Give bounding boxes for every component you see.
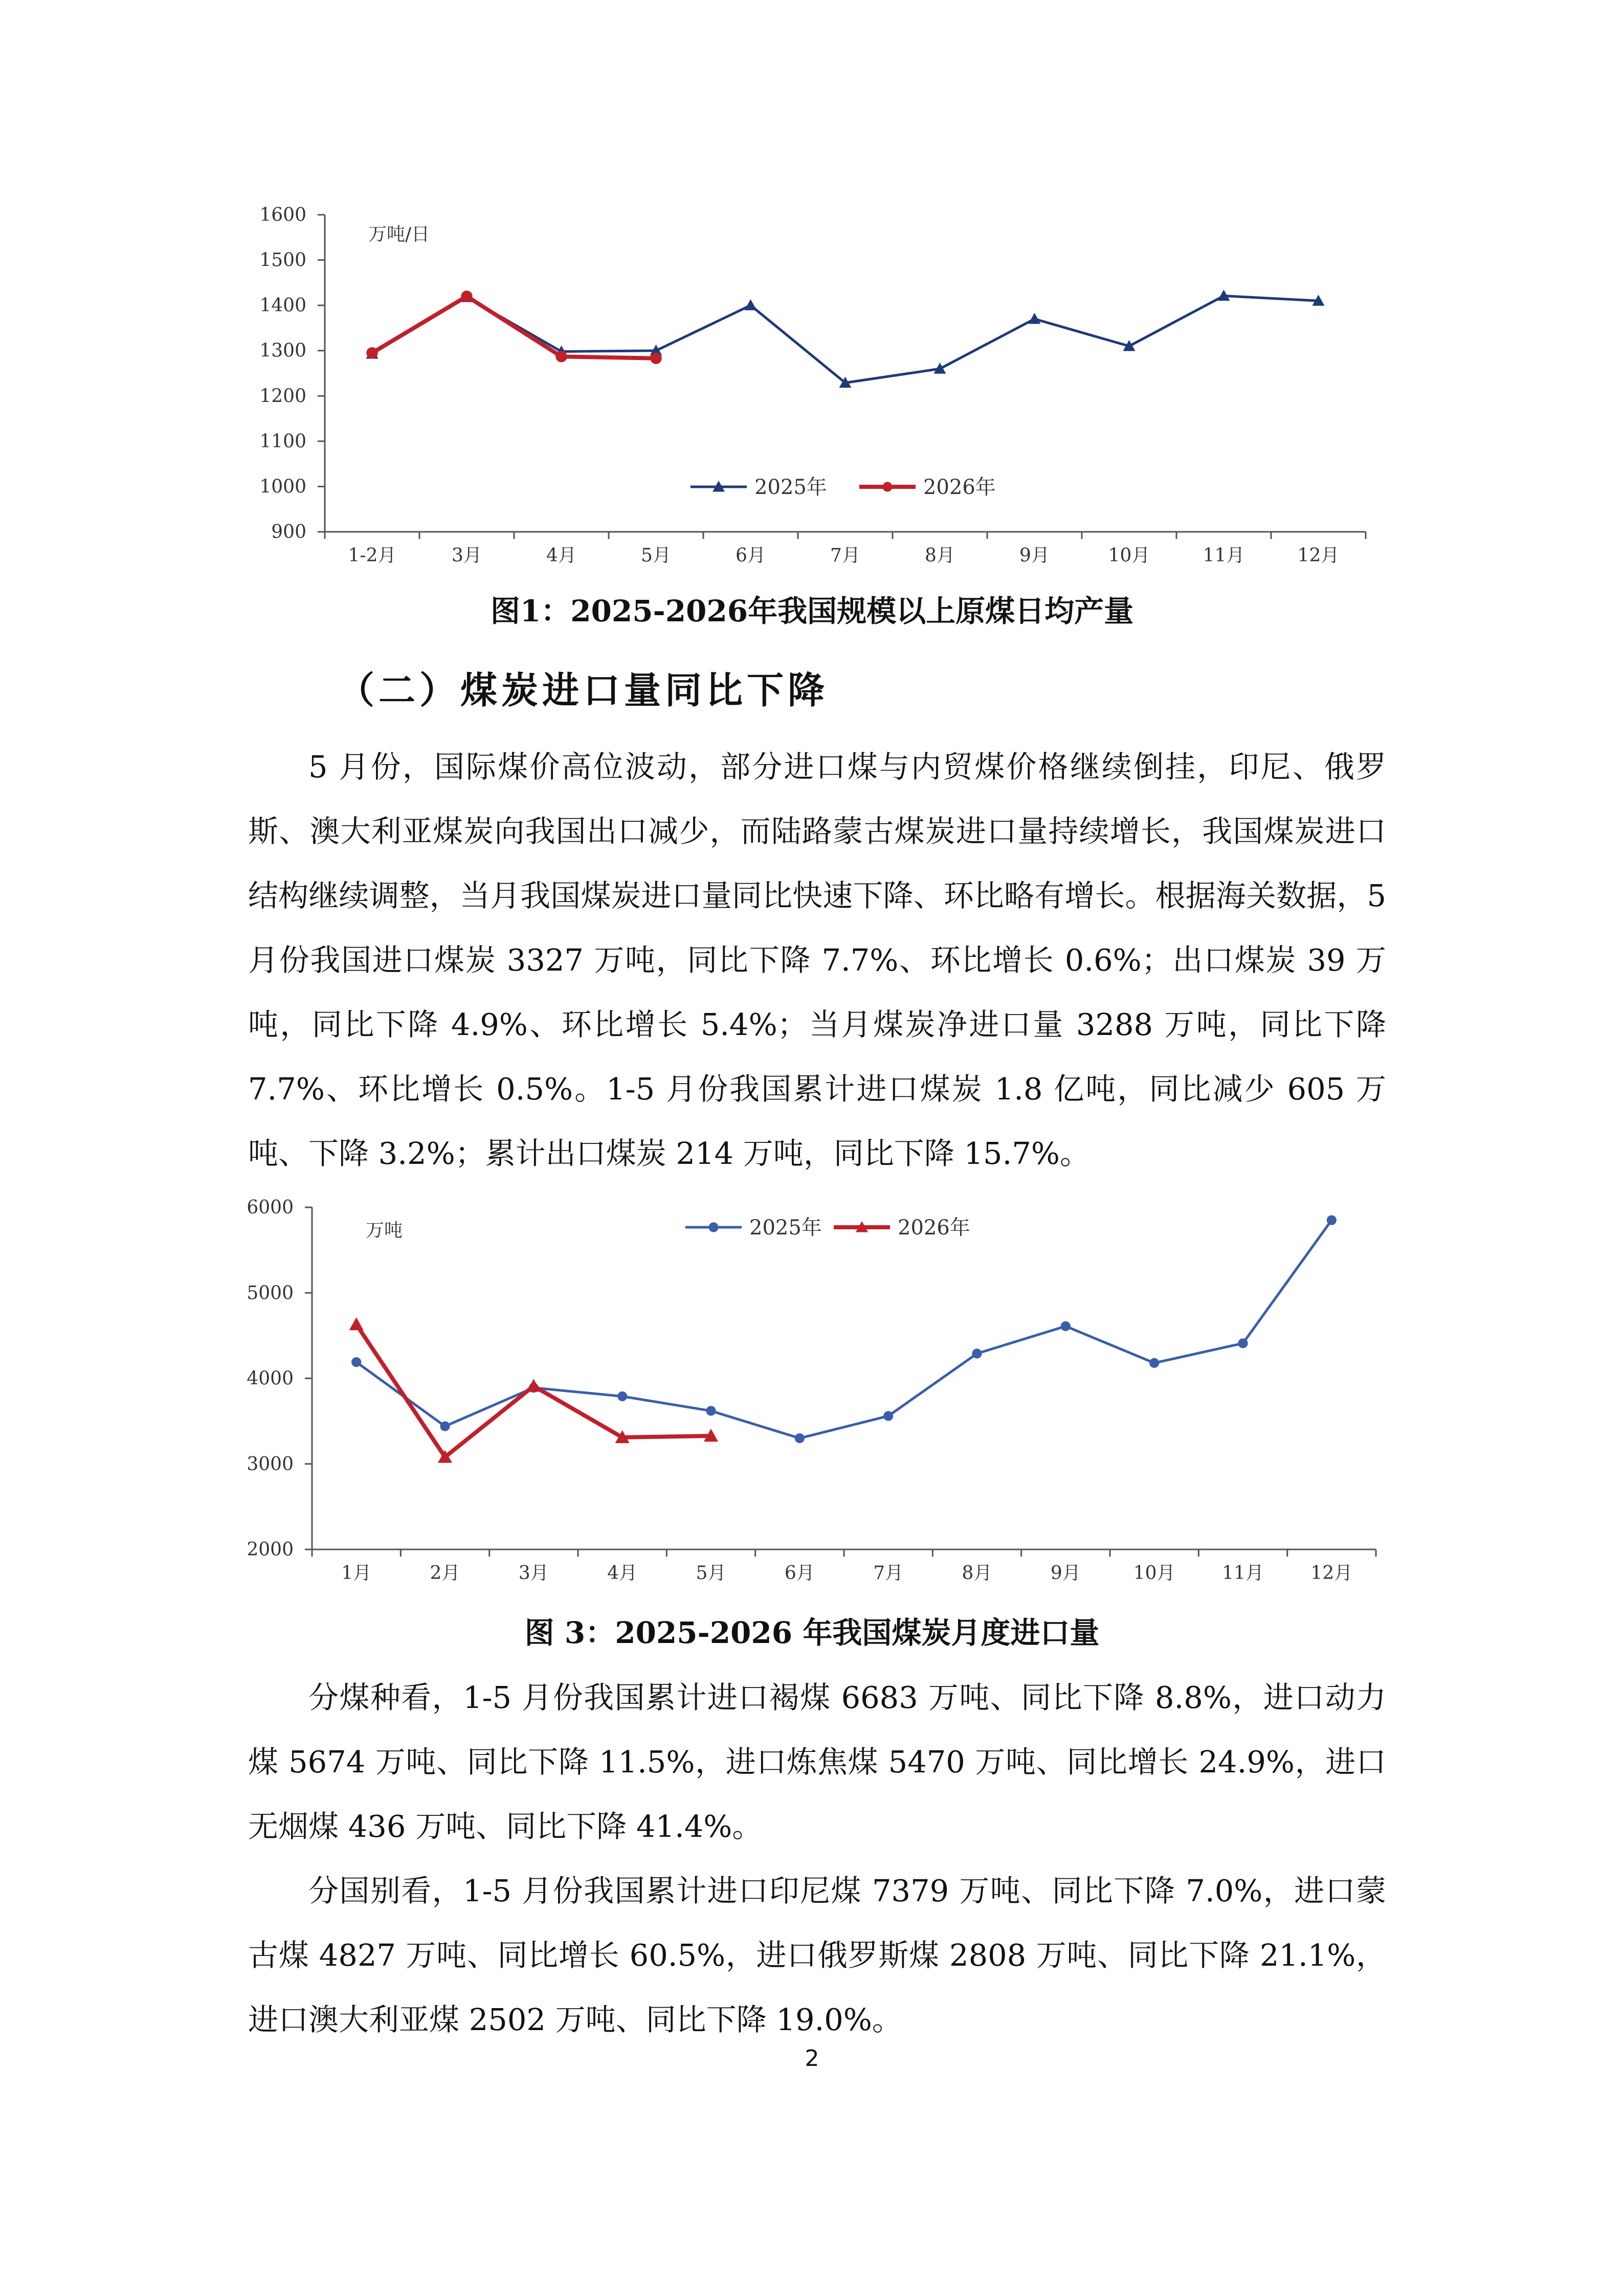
legend-marker-2 — [882, 482, 892, 491]
data-point — [461, 290, 472, 302]
x-tick-label: 9月 — [1019, 545, 1050, 566]
chart1-svg — [230, 194, 1391, 583]
x-tick-label: 2月 — [430, 1563, 460, 1584]
x-tick-label: 4月 — [607, 1563, 638, 1584]
y-tick-label: 1100 — [259, 431, 306, 452]
data-point — [745, 299, 757, 310]
x-tick-label: 5月 — [641, 545, 671, 566]
section-heading: （二）煤炭进口量同比下降 — [338, 669, 829, 712]
legend-label-1: 2025年 — [754, 476, 827, 499]
data-point — [351, 1357, 361, 1367]
data-point — [650, 353, 661, 364]
x-tick-label: 6月 — [736, 545, 766, 566]
chart-coal-daily-output — [230, 194, 1391, 583]
legend-marker-1 — [708, 1222, 718, 1232]
y-tick-label: 1600 — [259, 205, 306, 226]
page-number: 2 — [805, 2045, 819, 2072]
x-tick-label: 11月 — [1203, 545, 1245, 566]
y-tick-label: 1500 — [259, 250, 306, 271]
paragraph-by-country: 分国别看，1-5 月份我国累计进口印尼煤 7379 万吨、同比下降 7.0%，进口蒙古煤 4827 万吨、同比增长 60.5%，进口俄罗斯煤 2808 万吨、同比下降 21.1%，进口澳大利亚煤 2502 万吨、同比下降 19.0%。 — [248, 1873, 1386, 2037]
x-tick-label: 1-2月 — [348, 545, 396, 566]
data-point — [1061, 1321, 1071, 1331]
x-tick-label: 11月 — [1222, 1563, 1264, 1584]
x-tick-label: 10月 — [1108, 545, 1150, 566]
chart2-caption: 图 3：2025-2026 年我国煤炭月度进口量 — [524, 1615, 1100, 1650]
data-point — [972, 1348, 982, 1358]
y-tick-label: 900 — [271, 522, 306, 543]
series-line-2 — [372, 296, 656, 358]
x-tick-label: 12月 — [1310, 1563, 1353, 1584]
y-tick-label: 3000 — [247, 1453, 294, 1475]
series-line-1 — [357, 1220, 1332, 1438]
y-tick-label: 1400 — [259, 295, 306, 317]
data-point — [617, 1391, 627, 1401]
x-tick-label: 4月 — [546, 545, 576, 566]
data-point — [366, 347, 377, 358]
legend-label-2: 2026年 — [898, 1216, 970, 1240]
x-tick-label: 8月 — [962, 1563, 992, 1584]
x-tick-label: 8月 — [925, 545, 955, 566]
data-point — [706, 1406, 716, 1415]
x-tick-label: 6月 — [784, 1563, 815, 1584]
data-point — [526, 1379, 541, 1392]
data-point — [883, 1411, 893, 1421]
y-tick-label: 1300 — [259, 340, 306, 362]
data-point — [1238, 1338, 1248, 1348]
y-tick-label: 4000 — [247, 1368, 294, 1389]
x-tick-label: 12月 — [1297, 545, 1340, 566]
series-line-1 — [372, 296, 1319, 383]
x-tick-label: 10月 — [1133, 1563, 1175, 1584]
chart1-caption: 图1：2025-2026年我国规模以上原煤日均产量 — [490, 594, 1134, 628]
chart2-svg — [230, 1185, 1391, 1594]
data-point — [1029, 313, 1041, 324]
data-point — [795, 1433, 805, 1443]
x-tick-label: 1月 — [341, 1563, 372, 1584]
paragraph-import-summary: 5 月份，国际煤价高位波动，部分进口煤与内贸煤价格继续倒挂，印尼、俄罗斯、澳大利亚煤炭向我国出口减少，而陆路蒙古煤炭进口量持续增长，我国煤炭进口结构继续调整，当月我国煤炭进口量同比快速下降、环比略有增长。根据海关数据，5 月份我国进口煤炭 3327 万吨，同比下降 7.7%、环比增长 0.6%；出口煤炭 39 万吨，同比下降 4.9%、环比增长 5.4%；当月煤炭净进口量 3288 万吨，同比下降 7.7%、环比增长 0.5%。1-5 月份我国累计进口煤炭 1.8 亿吨，同比减少 605 万吨、下降 3.2%；累计出口煤炭 214 万吨，同比下降 15.7%。 — [248, 749, 1386, 1171]
y-tick-label: 1200 — [259, 386, 306, 407]
x-tick-label: 3月 — [518, 1563, 549, 1584]
legend-label-1: 2025年 — [749, 1216, 822, 1240]
x-tick-label: 7月 — [873, 1563, 904, 1584]
data-point — [1327, 1215, 1337, 1225]
x-tick-label: 5月 — [696, 1563, 726, 1584]
x-tick-label: 9月 — [1050, 1563, 1081, 1584]
x-tick-label: 3月 — [452, 545, 482, 566]
chart-coal-monthly-imports — [230, 1185, 1391, 1594]
y-tick-label: 6000 — [247, 1197, 294, 1218]
y-unit-label: 万吨/日 — [368, 224, 430, 245]
x-tick-label: 7月 — [830, 545, 860, 566]
y-unit-label: 万吨 — [366, 1220, 403, 1241]
legend-label-2: 2026年 — [923, 476, 996, 499]
data-point — [1149, 1358, 1159, 1368]
data-point — [349, 1317, 364, 1330]
y-tick-label: 1000 — [259, 476, 306, 498]
y-tick-label: 2000 — [247, 1539, 294, 1560]
data-point — [555, 351, 567, 362]
data-point — [440, 1422, 450, 1431]
y-tick-label: 5000 — [247, 1282, 294, 1304]
paragraph-by-coal-type: 分煤种看，1-5 月份我国累计进口褐煤 6683 万吨、同比下降 8.8%，进口动力煤 5674 万吨、同比下降 11.5%，进口炼焦煤 5470 万吨、同比增长 24.9%，进口无烟煤 436 万吨、同比下降 41.4%。 — [248, 1680, 1386, 1844]
